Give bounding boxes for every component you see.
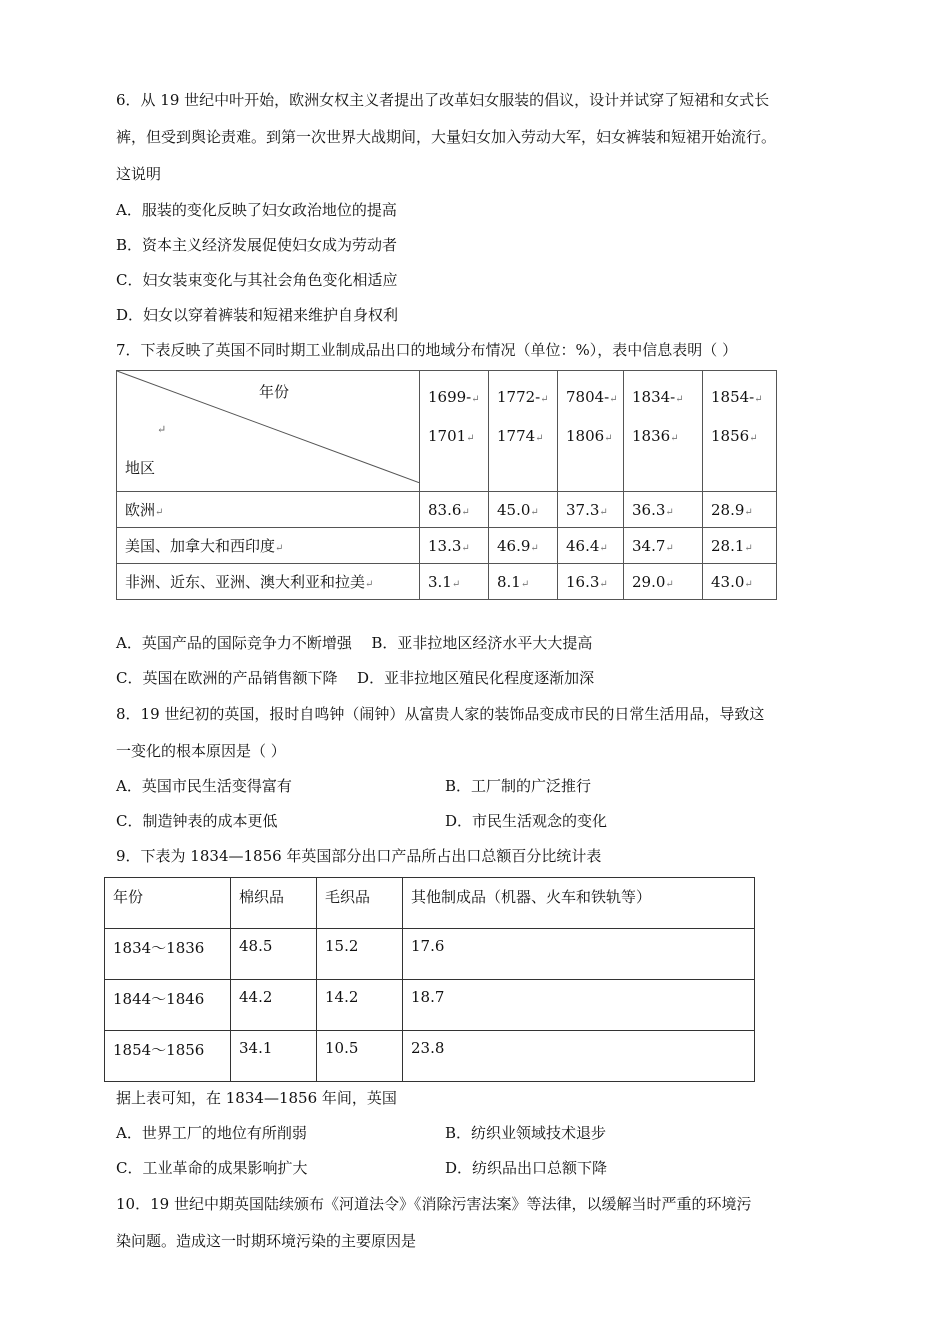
q8-stem-line-1: 8．19 世纪初的英国，报时自鸣钟（闹钟）从富贵人家的装饰品变成市民的日常生活用品，导致这	[116, 705, 765, 723]
paragraph-mark: ↵	[754, 394, 763, 405]
q9-cell: 1854～1856	[105, 1031, 231, 1082]
paragraph-mark: ↵	[744, 542, 753, 554]
q6-option-d: D．妇女以穿着裤装和短裙来维护自身权利	[116, 306, 399, 324]
paragraph-mark: ↵	[520, 578, 530, 590]
q8-option-d: D．市民生活观念的变化	[445, 812, 608, 830]
paragraph-mark: ↵	[665, 542, 674, 554]
q7-value-cell: 3.1↵	[420, 564, 489, 600]
q7-period-4: 1834-↵ 1836↵	[624, 371, 703, 492]
q7-value-cell: 43.0↵	[703, 564, 777, 600]
q9-option-c: C．工业革命的成果影响扩大	[116, 1159, 308, 1177]
paragraph-mark: ↵	[365, 579, 374, 590]
paragraph-mark: ↵	[535, 433, 544, 444]
q7-options-line-2	[116, 668, 594, 688]
q6-option-a: A．服装的变化反映了妇女政治地位的提高	[116, 201, 397, 219]
q9-table	[104, 877, 755, 1082]
paragraph-mark: ↵	[609, 394, 618, 405]
paragraph-mark: ↵	[155, 507, 164, 518]
paragraph-mark: ↵	[749, 433, 758, 444]
q7-value-cell: 36.3↵	[624, 492, 703, 528]
q7-value-cell: 28.1↵	[703, 528, 777, 564]
q7-table	[116, 370, 777, 600]
q7-value-cell: 37.3↵	[558, 492, 624, 528]
q7-table-row	[117, 564, 777, 600]
q9-cell: 14.2	[317, 980, 403, 1031]
q9-option-d: D．纺织品出口总额下降	[445, 1159, 608, 1177]
paragraph-mark: ↵	[540, 394, 549, 405]
q7-corner-year-label: 年份	[259, 383, 290, 401]
q10-stem-line-1: 10．19 世纪中期英国陆续颁布《河道法令》《消除污害法案》等法律，以缓解当时严重的环境污	[116, 1195, 752, 1213]
q7-stem: 7．下表反映了英国不同时期工业制成品出口的地域分布情况（单位：%），表中信息表明（ ）	[116, 341, 738, 359]
q7-value-cell: 83.6↵	[420, 492, 489, 528]
q7-table-row	[117, 492, 777, 528]
paragraph-mark: ↵	[599, 542, 608, 554]
paragraph-mark: ↵	[461, 506, 470, 518]
q9-cell: 34.1	[231, 1031, 317, 1082]
q7-value-cell: 46.4↵	[558, 528, 624, 564]
q7-option-d: D．亚非拉地区殖民化程度逐渐加深	[357, 669, 595, 687]
q7-corner-region-label: 地区	[125, 459, 156, 477]
q7-table-corner-cell	[117, 371, 420, 492]
q9-cell: 44.2	[231, 980, 317, 1031]
paragraph-mark: ↵	[599, 506, 608, 518]
q7-region-cell: 非洲、近东、亚洲、澳大利亚和拉美↵	[117, 564, 420, 600]
q7-value-cell: 46.9↵	[489, 528, 558, 564]
q7-period-1: 1699-↵ 1701↵	[420, 371, 489, 492]
q9-table-row	[105, 1031, 755, 1082]
q9-header-cell: 棉织品	[231, 878, 317, 929]
q7-option-a: A．英国产品的国际竞争力不断增强	[116, 634, 352, 652]
q6-stem-line-2: 裤，但受到舆论责难。到第一次世界大战期间，大量妇女加入劳动大军，妇女裤装和短裙开始流行。	[116, 128, 777, 146]
q8-option-c: C．制造钟表的成本更低	[116, 812, 278, 830]
paragraph-mark: ↵	[466, 433, 475, 444]
q7-value-cell: 34.7↵	[624, 528, 703, 564]
q7-value-cell: 29.0↵	[624, 564, 703, 600]
paragraph-mark: ↵	[451, 578, 461, 590]
paragraph-mark: ↵	[471, 394, 480, 405]
q9-option-b: B．纺织业领域技术退步	[445, 1124, 607, 1142]
paragraph-mark: ↵	[744, 578, 753, 590]
q7-value-cell: 13.3↵	[420, 528, 489, 564]
paragraph-mark: ↵	[670, 433, 679, 444]
q7-period-5: 1854-↵ 1856↵	[703, 371, 777, 492]
q7-table-header-row	[117, 371, 777, 492]
paragraph-mark: ↵	[604, 433, 613, 444]
paragraph-mark: ↵	[530, 506, 539, 518]
q8-option-a: A．英国市民生活变得富有	[116, 777, 292, 795]
q7-options-line-1	[116, 633, 592, 653]
q7-option-b: B．亚非拉地区经济水平大大提高	[371, 634, 593, 652]
q9-header-cell: 毛织品	[317, 878, 403, 929]
q7-table-row	[117, 528, 777, 564]
paragraph-mark: ↵	[665, 578, 674, 590]
paragraph-mark: ↵	[275, 543, 284, 554]
paragraph-mark: ↵	[599, 578, 608, 590]
paragraph-mark: ↵	[675, 394, 684, 405]
q9-header-cell: 年份	[105, 878, 231, 929]
q9-table-row	[105, 929, 755, 980]
q7-value-cell: 8.1↵	[489, 564, 558, 600]
q8-stem-line-2: 一变化的根本原因是（ ）	[116, 742, 286, 760]
q7-value-cell: 28.9↵	[703, 492, 777, 528]
q9-cell: 48.5	[231, 929, 317, 980]
q9-after-table: 据上表可知，在 1834—1856 年间，英国	[116, 1089, 397, 1107]
paragraph-mark: ↵	[530, 542, 539, 554]
q9-stem: 9．下表为 1834—1856 年英国部分出口产品所占出口总额百分比统计表	[116, 847, 602, 865]
q7-value-cell: 16.3↵	[558, 564, 624, 600]
q9-cell: 17.6	[403, 929, 755, 980]
q7-option-c: C．英国在欧洲的产品销售额下降	[116, 669, 338, 687]
q9-table-row	[105, 980, 755, 1031]
q9-cell: 15.2	[317, 929, 403, 980]
q7-period-2: 1772-↵ 1774↵	[489, 371, 558, 492]
paragraph-mark: ↵	[665, 506, 674, 518]
q7-region-cell: 欧洲↵	[117, 492, 420, 528]
q7-corner-mark: ↵	[157, 423, 167, 436]
q9-option-a: A．世界工厂的地位有所削弱	[116, 1124, 307, 1142]
q9-cell: 23.8	[403, 1031, 755, 1082]
q7-region-cell: 美国、加拿大和西印度↵	[117, 528, 420, 564]
q6-stem-line-1: 6．从 19 世纪中叶开始，欧洲女权主义者提出了改革妇女服装的倡议，设计并试穿了短裙和女式长	[116, 91, 770, 109]
q7-period-3: 7804-↵ 1806↵	[558, 371, 624, 492]
q9-cell: 1844～1846	[105, 980, 231, 1031]
q9-cell: 18.7	[403, 980, 755, 1031]
q6-option-c: C．妇女装束变化与其社会角色变化相适应	[116, 271, 398, 289]
q6-option-b: B．资本主义经济发展促使妇女成为劳动者	[116, 236, 398, 254]
paragraph-mark: ↵	[744, 506, 753, 518]
q6-stem-line-3: 这说明	[116, 165, 162, 183]
paragraph-mark: ↵	[461, 542, 470, 554]
q7-value-cell: 45.0↵	[489, 492, 558, 528]
q9-cell: 10.5	[317, 1031, 403, 1082]
q10-stem-line-2: 染问题。造成这一时期环境污染的主要原因是	[116, 1232, 417, 1250]
q9-header-cell: 其他制成品（机器、火车和铁轨等）	[403, 878, 755, 929]
q8-option-b: B．工厂制的广泛推行	[445, 777, 592, 795]
q9-table-header-row	[105, 878, 755, 929]
q9-cell: 1834～1836	[105, 929, 231, 980]
